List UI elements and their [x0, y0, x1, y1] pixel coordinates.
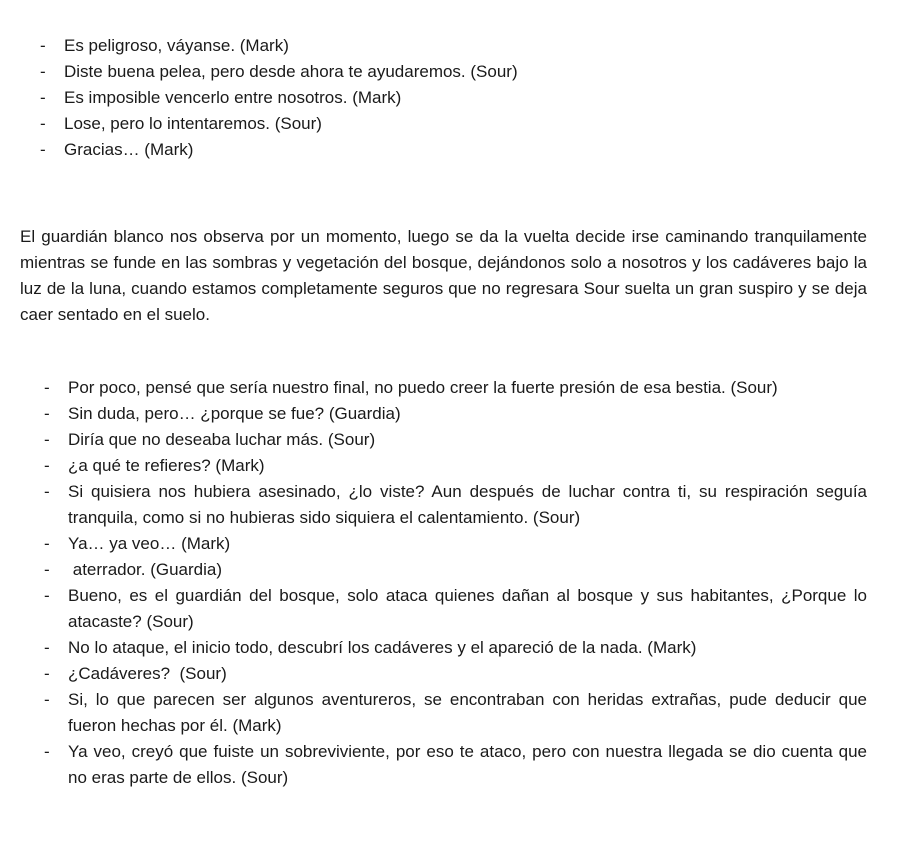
- list-dash: -: [44, 690, 50, 709]
- dialogue-text: ¿a qué te refieres? (Mark): [68, 456, 265, 475]
- dialogue-text: Lose, pero lo intentaremos. (Sour): [64, 114, 322, 133]
- list-dash: -: [44, 638, 50, 657]
- list-dash: -: [44, 534, 50, 553]
- list-dash: -: [44, 482, 50, 501]
- list-dash: -: [40, 114, 46, 133]
- dialogue-text: Diste buena pelea, pero desde ahora te ayudaremos. (Sour): [64, 62, 518, 81]
- dialogue-line: [44, 401, 867, 427]
- list-dash: -: [40, 140, 46, 159]
- dialogue-line: [40, 33, 870, 59]
- list-dash: -: [40, 62, 46, 81]
- list-dash: -: [44, 664, 50, 683]
- dialogue-line: [40, 111, 870, 137]
- dialogue-text: Bueno, es el guardián del bosque, solo ataca quienes dañan al bosque y sus habitantes, ¿Porque lo atacaste? (Sour): [68, 586, 872, 631]
- dialogue-line: [44, 557, 867, 583]
- dialogue-line: [44, 739, 872, 791]
- dialogue-text: Es imposible vencerlo entre nosotros. (Mark): [64, 88, 402, 107]
- dialogue-line: [40, 137, 870, 163]
- dialogue-text: Si quisiera nos hubiera asesinado, ¿lo viste? Aun después de luchar contra ti, su respiración seguía tranquila, como si no hubieras sido siquiera el calentamiento. (Sour): [68, 482, 872, 527]
- dialogue-text: Ya… ya veo… (Mark): [68, 534, 231, 553]
- dialogue-text: Sin duda, pero… ¿porque se fue? (Guardia): [68, 404, 401, 423]
- list-dash: -: [40, 36, 46, 55]
- dialogue-text: ¿Cadáveres? (Sour): [68, 664, 227, 683]
- list-dash: -: [44, 586, 50, 605]
- dialogue-line: [44, 453, 867, 479]
- dialogue-text: Gracias… (Mark): [64, 140, 194, 159]
- narration-paragraph: El guardián blanco nos observa por un momento, luego se da la vuelta decide irse caminando tranquilamente mientras se funde en las sombras y vegetación del bosque, dejándonos solo a nosotros y los cadáveres bajo la luz de la luna, cuando estamos completamente seguros que no regresara Sour suelta un gran suspiro y se deja caer sentado en el suelo.: [20, 227, 867, 324]
- list-dash: -: [44, 560, 50, 579]
- dialogue-line: [44, 479, 872, 531]
- dialogue-line: [44, 661, 867, 687]
- dialogue-text: Por poco, pensé que sería nuestro final, no puedo creer la fuerte presión de esa bestia. (Sour): [68, 378, 778, 397]
- first-dialogue-list: [40, 33, 870, 163]
- list-dash: -: [44, 404, 50, 423]
- dialogue-line: [44, 583, 872, 635]
- second-dialogue-list: [44, 375, 872, 791]
- dialogue-text: Diría que no deseaba luchar más. (Sour): [68, 430, 376, 449]
- list-dash: -: [44, 456, 50, 475]
- dialogue-text: aterrador. (Guardia): [68, 560, 223, 579]
- dialogue-line: [44, 531, 867, 557]
- dialogue-text: Si, lo que parecen ser algunos aventureros, se encontraban con heridas extrañas, pude deducir que fueron hechas por él. (Mark): [68, 690, 872, 735]
- dialogue-text: No lo ataque, el inicio todo, descubrí los cadáveres y el apareció de la nada. (Mark): [68, 638, 697, 657]
- dialogue-line: [44, 427, 867, 453]
- list-dash: -: [44, 742, 50, 761]
- dialogue-line: [40, 59, 870, 85]
- dialogue-text: Es peligroso, váyanse. (Mark): [64, 36, 289, 55]
- dialogue-line: [44, 635, 867, 661]
- dialogue-line: [40, 85, 870, 111]
- dialogue-line: [44, 687, 872, 739]
- list-dash: -: [40, 88, 46, 107]
- list-dash: -: [44, 430, 50, 449]
- list-dash: -: [44, 378, 50, 397]
- dialogue-text: Ya veo, creyó que fuiste un sobreviviente, por eso te ataco, pero con nuestra llegada se dio cuenta que no eras parte de ellos. (Sour): [68, 742, 872, 787]
- dialogue-line: [44, 375, 867, 401]
